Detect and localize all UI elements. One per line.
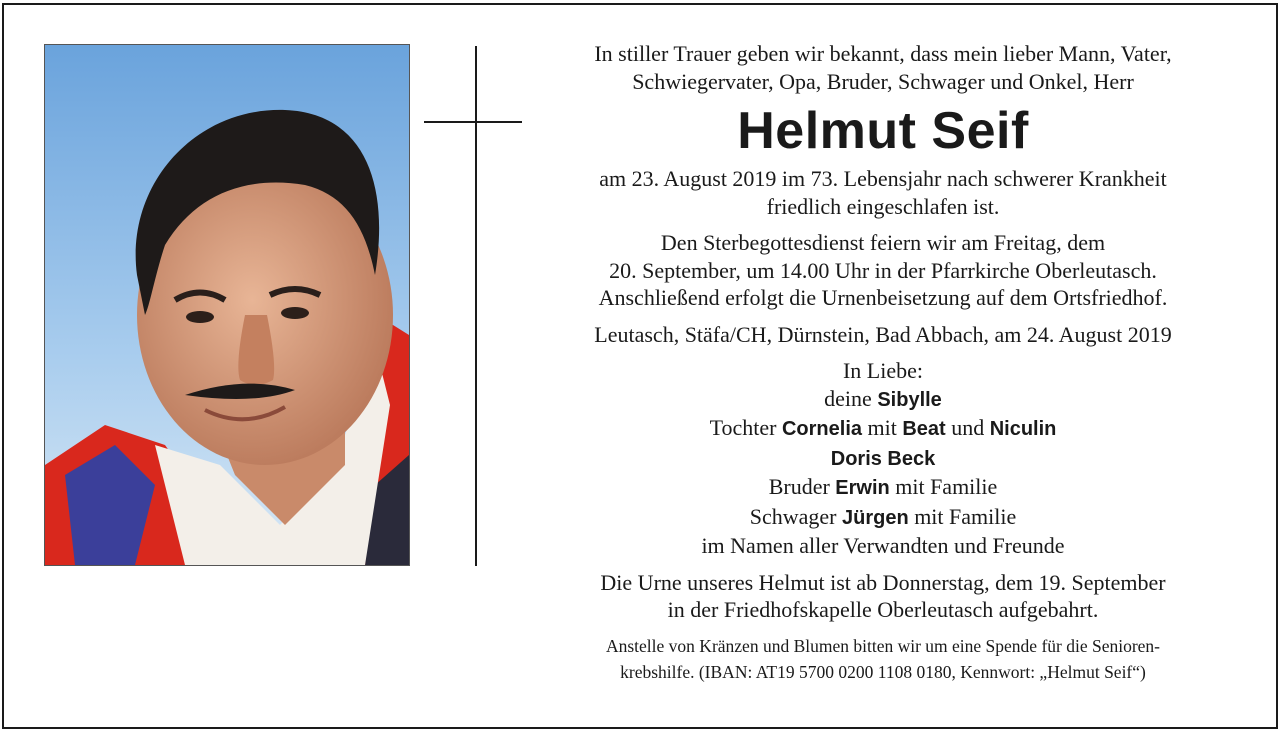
places-date: Leutasch, Stäfa/CH, Dürnstein, Bad Abbach, am 24. August 2019 xyxy=(594,321,1172,347)
intro-line: Schwiegervater, Opa, Bruder, Schwager und Onkel, Herr xyxy=(632,68,1134,94)
donation-line: Anstelle von Kränzen und Blumen bitten wir um eine Spende für die Senioren- xyxy=(605,635,1161,656)
mourner-line: deine Sibylle xyxy=(824,385,942,411)
mourner-juergen: Jürgen xyxy=(842,506,909,529)
cross-horizontal xyxy=(424,121,522,123)
mourner-line: im Namen aller Verwandten und Freunde xyxy=(701,533,1065,558)
service-line: Anschließend erfolgt die Urnenbeisetzung auf dem Ortsfriedhof. xyxy=(598,285,1168,310)
mourner-line: Schwager Jürgen mit Familie xyxy=(749,503,1017,529)
intro-line: In stiller Trauer geben wir bekannt, dass mein lieber Mann, Vater, xyxy=(594,41,1172,66)
obituary-text xyxy=(528,40,1238,685)
mourner-cornelia: Cornelia xyxy=(781,418,863,440)
mourner-erwin: Erwin xyxy=(835,477,890,499)
mourner-line: Bruder Erwin mit Familie xyxy=(768,474,998,499)
service-line: 20. September, um 14.00 Uhr in der Pfarrkirche Oberleutasch. xyxy=(609,257,1157,283)
death-line: am 23. August 2019 im 73. Lebensjahr nach schwerer Krankheit xyxy=(599,166,1167,191)
mourner-niculin: Niculin xyxy=(989,418,1057,440)
mourner-sibylle: Sibylle xyxy=(877,388,942,411)
service-line: Den Sterbegottesdienst feiern wir am Freitag, dem xyxy=(660,230,1106,255)
death-line: friedlich eingeschlafen ist. xyxy=(766,193,1000,219)
deceased-name: Helmut Seif xyxy=(737,102,1029,160)
donation-line: krebshilfe. (IBAN: AT19 5700 0200 1108 0180, Kennwort: „Helmut Seif“) xyxy=(620,661,1146,682)
mourners-heading: In Liebe: xyxy=(842,358,924,383)
cross-vertical xyxy=(475,46,477,566)
mourner-doris: Doris Beck xyxy=(830,447,936,470)
urn-line: Die Urne unseres Helmut ist ab Donnerstag, dem 19. September xyxy=(600,569,1166,595)
urn-line: in der Friedhofskapelle Oberleutasch aufgebahrt. xyxy=(667,597,1099,622)
mourner-beat: Beat xyxy=(902,418,946,440)
portrait-photo xyxy=(44,44,410,566)
mourner-line xyxy=(528,444,1238,474)
mourner-line: Tochter Cornelia mit Beat und Niculin xyxy=(709,415,1057,440)
